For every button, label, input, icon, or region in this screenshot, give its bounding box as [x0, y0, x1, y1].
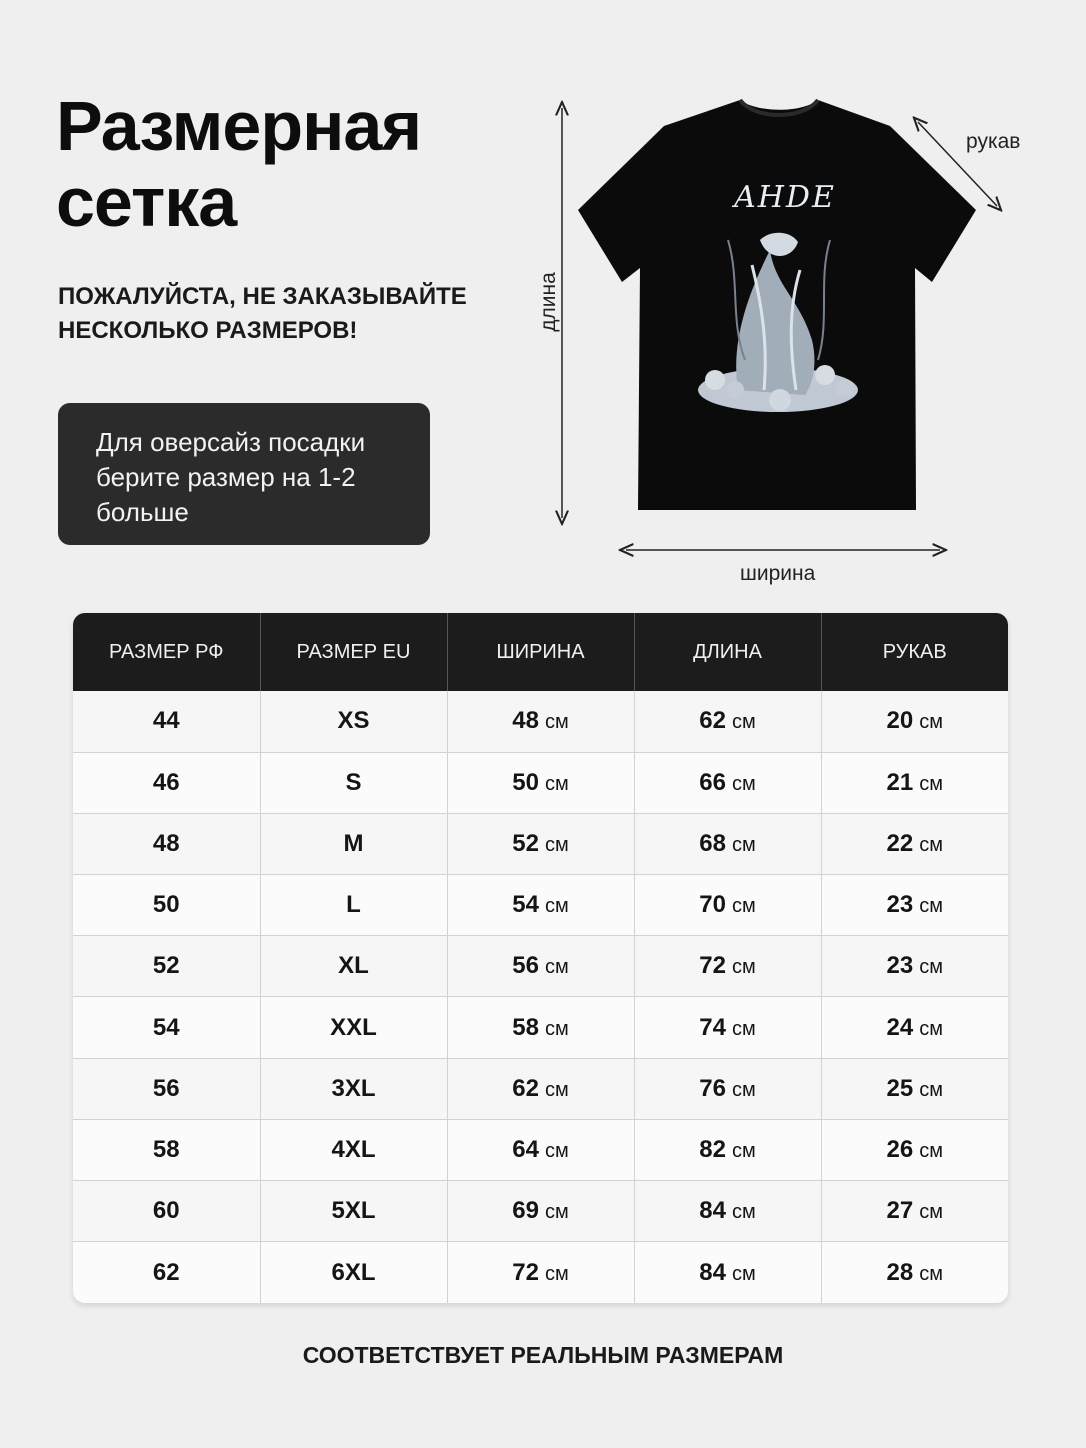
cell-size-eu [260, 1119, 447, 1180]
cell-unit: см [544, 1017, 569, 1040]
table-row [73, 813, 1008, 874]
cell-value: 82 [699, 1135, 726, 1163]
cell-sleeve [821, 813, 1008, 874]
cell-size-ru [73, 997, 260, 1058]
cell-width [447, 1058, 634, 1119]
cell-size-eu [260, 813, 447, 874]
cell-value: 44 [152, 707, 180, 735]
cell-value: 54 [152, 1013, 180, 1041]
cell-value: 50 [152, 891, 180, 919]
cell-width [447, 1242, 634, 1303]
cell-size-eu [260, 875, 447, 936]
cell-size-eu [260, 1242, 447, 1303]
cell-unit: см [919, 1139, 943, 1162]
cell-value: 46 [152, 768, 180, 796]
header-size-eu: РАЗМЕР EU [260, 613, 447, 691]
cell-value: 69 [512, 1197, 539, 1225]
cell-value: 50 [512, 768, 539, 796]
cell-value: 64 [512, 1135, 539, 1163]
cell-length [634, 1242, 821, 1303]
oversize-note [58, 403, 430, 545]
cell-value: 72 [699, 952, 726, 980]
cell-unit: см [731, 772, 756, 795]
cell-width [447, 875, 634, 936]
cell-value: 4XL [331, 1135, 376, 1163]
cell-width [447, 936, 634, 997]
cell-value: 62 [152, 1258, 180, 1286]
cell-value: XS [337, 707, 370, 735]
cell-unit: см [919, 895, 943, 918]
cell-size-ru [73, 936, 260, 997]
cell-value: 84 [699, 1197, 726, 1225]
cell-value: 76 [699, 1074, 726, 1102]
cell-unit: см [731, 1017, 756, 1040]
cell-unit: см [544, 1139, 569, 1162]
cell-sleeve [821, 1242, 1008, 1303]
cell-unit: см [731, 895, 756, 918]
cell-unit: см [544, 956, 569, 979]
cell-value: 23 [886, 952, 914, 980]
cell-value: 56 [512, 952, 539, 980]
cell-length [634, 875, 821, 936]
cell-value: 52 [152, 952, 180, 980]
cell-size-ru [73, 875, 260, 936]
cell-unit: см [731, 711, 756, 734]
cell-unit: см [919, 956, 943, 979]
cell-value: 66 [699, 768, 726, 796]
cell-unit: см [544, 1262, 569, 1285]
cell-length [634, 936, 821, 997]
tshirt-measure-diagram [500, 90, 1060, 600]
cell-value: 48 [152, 829, 180, 857]
cell-size-eu [260, 1181, 447, 1242]
cell-sleeve [821, 936, 1008, 997]
table-row [73, 691, 1008, 752]
cell-value: 28 [886, 1258, 914, 1286]
cell-size-ru [73, 752, 260, 813]
cell-size-ru [73, 1242, 260, 1303]
warning-line-2: НЕСКОЛЬКО РАЗМЕРОВ! [58, 317, 358, 344]
cell-sleeve [821, 997, 1008, 1058]
cell-unit: см [919, 1078, 943, 1101]
title-line-1: Размерная [56, 87, 422, 165]
sleeve-label: рукав [966, 130, 1021, 153]
cell-width [447, 997, 634, 1058]
cell-unit: см [544, 772, 569, 795]
cell-length [634, 997, 821, 1058]
title-line-2: сетка [56, 163, 237, 241]
cell-length [634, 1181, 821, 1242]
cell-unit: см [731, 1262, 756, 1285]
note-line-3: больше [96, 497, 189, 527]
cell-value: 27 [886, 1197, 914, 1225]
table-row [73, 936, 1008, 997]
cell-value: 22 [886, 829, 914, 857]
cell-size-ru [73, 1058, 260, 1119]
cell-sleeve [821, 1181, 1008, 1242]
cell-unit: см [544, 1078, 569, 1101]
cell-unit: см [544, 1201, 569, 1224]
cell-value: 5XL [331, 1197, 376, 1225]
cell-unit: см [731, 1139, 756, 1162]
cell-value: 62 [699, 707, 726, 735]
cell-unit: см [544, 833, 569, 856]
cell-size-eu [260, 752, 447, 813]
cell-value: 20 [886, 707, 914, 735]
length-label: длина [537, 272, 560, 332]
cell-sleeve [821, 1058, 1008, 1119]
header-size-ru: РАЗМЕР РФ [73, 613, 260, 691]
cell-sleeve [821, 691, 1008, 752]
cell-length [634, 813, 821, 874]
table-header-row [73, 613, 1008, 691]
cell-value: 3XL [331, 1074, 376, 1102]
cell-value: 62 [512, 1074, 539, 1102]
warning-line-1: ПОЖАЛУЙСТА, НЕ ЗАКАЗЫВАЙТЕ [58, 283, 467, 310]
cell-size-eu [260, 691, 447, 752]
cell-size-ru [73, 691, 260, 752]
cell-width [447, 1119, 634, 1180]
cell-unit: см [919, 1201, 943, 1224]
cell-size-ru [73, 1181, 260, 1242]
cell-value: 25 [886, 1074, 914, 1102]
cell-value: 54 [512, 891, 539, 919]
size-table [73, 613, 1008, 1303]
cell-value: 23 [886, 891, 914, 919]
order-warning [58, 280, 518, 348]
footer-note: СООТВЕТСТВУЕТ РЕАЛЬНЫМ РАЗМЕРАМ [302, 1342, 784, 1368]
cell-value: 24 [886, 1013, 914, 1041]
cell-unit: см [919, 1262, 943, 1285]
cell-value: S [345, 768, 362, 796]
cell-value: 58 [512, 1013, 539, 1041]
cell-value: 60 [152, 1197, 180, 1225]
cell-width [447, 691, 634, 752]
cell-unit: см [919, 833, 943, 856]
cell-sleeve [821, 1119, 1008, 1180]
cell-unit: см [544, 711, 569, 734]
cell-unit: см [731, 1078, 756, 1101]
header-length: ДЛИНА [634, 613, 821, 691]
cell-value: 56 [152, 1074, 180, 1102]
header-sleeve: РУКАВ [821, 613, 1008, 691]
cell-value: L [346, 891, 361, 919]
tshirt-illustration [500, 90, 1060, 600]
cell-value: 58 [152, 1135, 180, 1163]
cell-unit: см [731, 956, 756, 979]
cell-value: 84 [699, 1258, 726, 1286]
cell-sleeve [821, 752, 1008, 813]
cell-value: 52 [512, 829, 539, 857]
cell-value: M [343, 829, 364, 857]
cell-size-eu [260, 1058, 447, 1119]
cell-sleeve [821, 875, 1008, 936]
table-row [73, 1181, 1008, 1242]
cell-value: 26 [886, 1135, 914, 1163]
cell-size-ru [73, 1119, 260, 1180]
table-row [73, 997, 1008, 1058]
shirt-print-logo: AHDE [734, 180, 836, 215]
width-label: ширина [740, 562, 816, 585]
cell-unit: см [919, 772, 943, 795]
cell-length [634, 1119, 821, 1180]
table-row [73, 752, 1008, 813]
cell-value: 68 [699, 829, 726, 857]
cell-unit: см [731, 833, 756, 856]
note-line-2: берите размер на 1-2 [96, 462, 356, 492]
cell-length [634, 691, 821, 752]
cell-value: XXL [330, 1013, 377, 1041]
cell-unit: см [919, 1017, 943, 1040]
cell-width [447, 813, 634, 874]
cell-width [447, 1181, 634, 1242]
table-row [73, 1058, 1008, 1119]
cell-value: 6XL [331, 1258, 376, 1286]
table-row [73, 1242, 1008, 1303]
note-line-1: Для оверсайз посадки [96, 427, 366, 457]
cell-unit: см [919, 711, 943, 734]
cell-size-ru [73, 813, 260, 874]
cell-value: 74 [699, 1013, 726, 1041]
cell-size-eu [260, 997, 447, 1058]
cell-value: 21 [886, 768, 914, 796]
cell-size-eu [260, 936, 447, 997]
table-row [73, 1119, 1008, 1180]
cell-value: 72 [512, 1258, 539, 1286]
cell-length [634, 752, 821, 813]
cell-value: XL [338, 952, 369, 980]
cell-unit: см [731, 1201, 756, 1224]
table-row [73, 875, 1008, 936]
cell-value: 48 [512, 707, 539, 735]
cell-width [447, 752, 634, 813]
cell-length [634, 1058, 821, 1119]
page-title [56, 88, 421, 240]
header-width: ШИРИНА [447, 613, 634, 691]
cell-unit: см [544, 895, 569, 918]
cell-value: 70 [699, 891, 726, 919]
